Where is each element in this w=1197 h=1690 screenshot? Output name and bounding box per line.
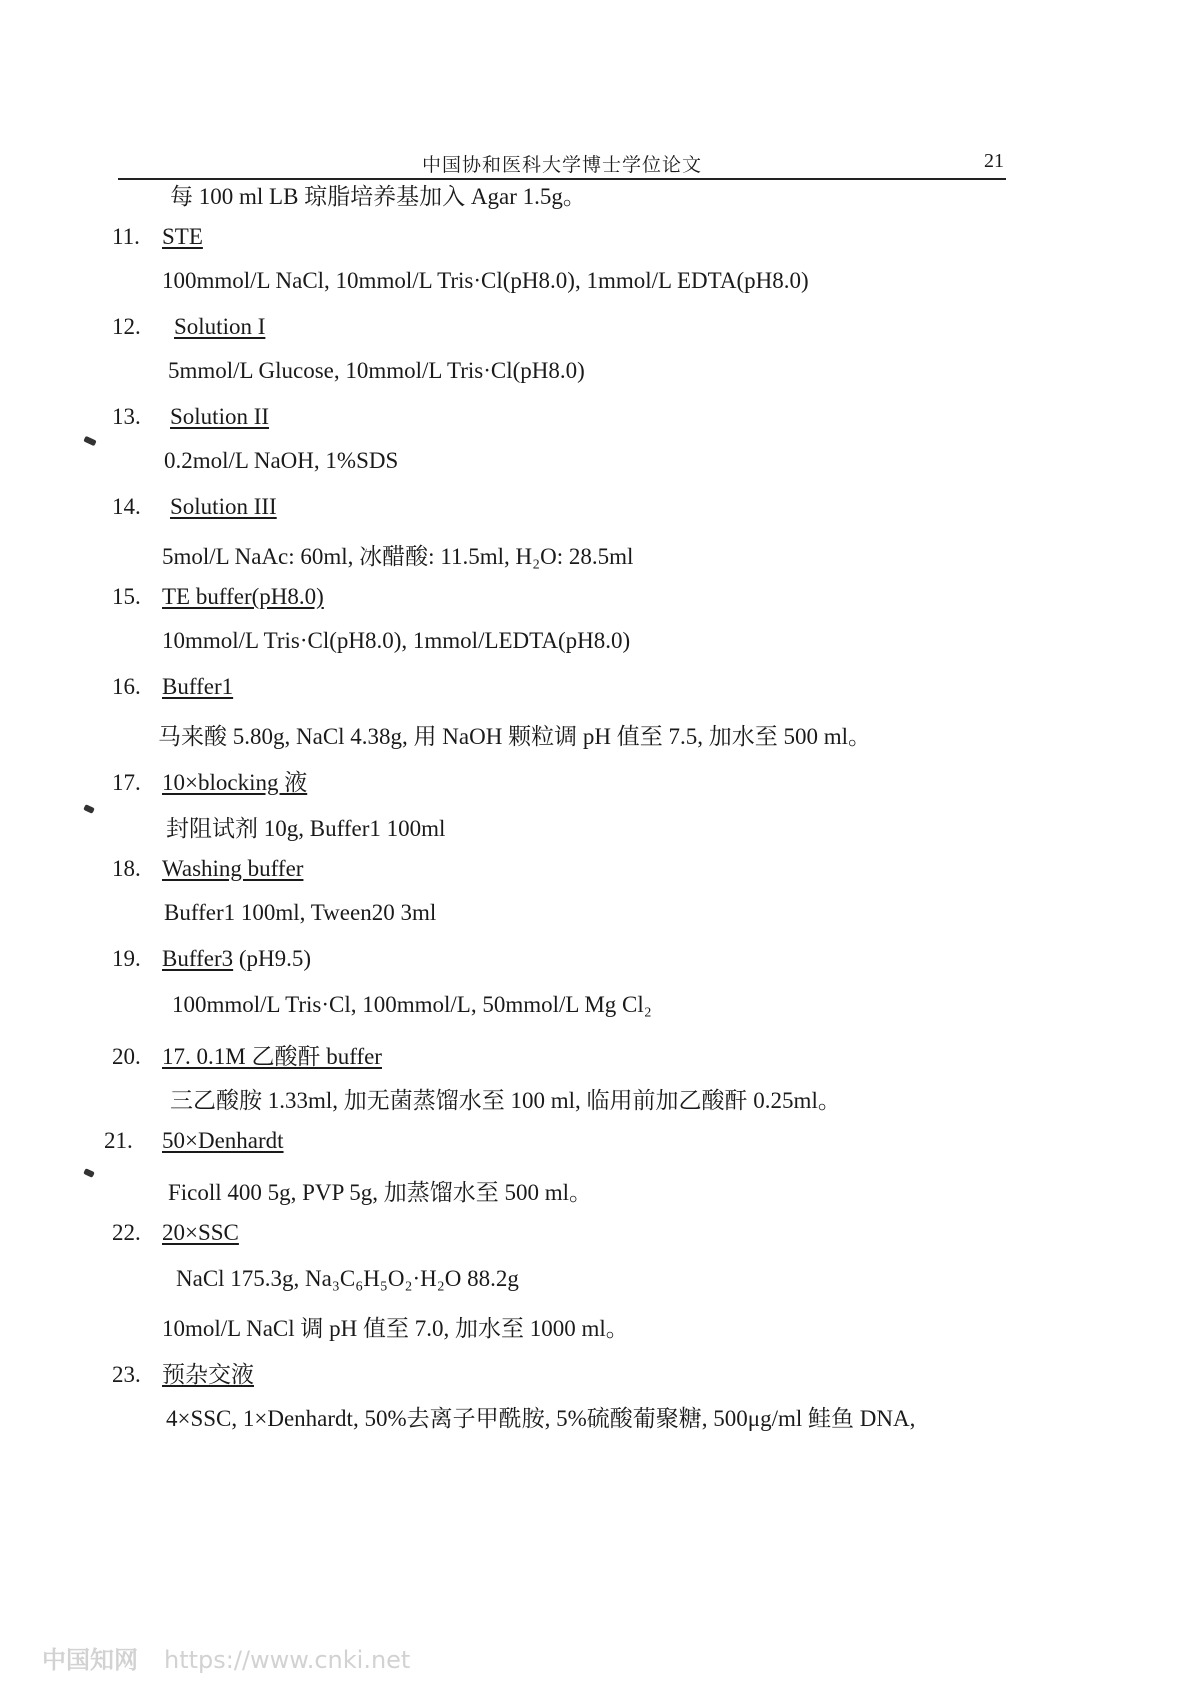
item-title: TE buffer(pH8.0) <box>162 584 324 609</box>
item-title: 20×SSC <box>162 1220 239 1245</box>
footer-watermark <box>42 1640 410 1675</box>
item-title-suffix: (pH9.5) <box>233 946 312 971</box>
item-title: 10×blocking 液 <box>162 770 308 795</box>
item-body: 4×SSC, 1×Denhardt, 50%去离子甲酰胺, 5%硫酸葡聚糖, 500μg/ml 鲑鱼 DNA, <box>166 1406 916 1431</box>
list-item-heading <box>112 224 203 250</box>
item-number: 22. <box>112 1220 141 1245</box>
item-title: Solution II <box>170 404 270 429</box>
scan-mark <box>83 436 96 447</box>
item-body: 马来酸 5.80g, NaCl 4.38g, 用 NaOH 颗粒调 pH 值至 7.5, 加水至 500 ml。 <box>158 724 871 749</box>
list-item-heading <box>112 1220 239 1246</box>
item-title: 50×Denhardt <box>162 1128 284 1153</box>
item-number: 18. <box>112 856 141 881</box>
list-item-heading <box>104 1128 284 1154</box>
footer-brand: 中国知网 <box>42 1646 138 1674</box>
item-title: 预杂交液 <box>162 1362 254 1387</box>
list-item-heading <box>112 584 324 610</box>
item-body: 三乙酸胺 1.33ml, 加无菌蒸馏水至 100 ml, 临用前加乙酸酐 0.25ml。 <box>170 1088 841 1113</box>
item-body: 5mmol/L Glucose, 10mmol/L Tris·Cl(pH8.0) <box>168 358 585 383</box>
item-number: 13. <box>112 404 141 429</box>
page-number: 21 <box>984 150 1004 172</box>
list-item-heading <box>112 1356 254 1389</box>
item-number: 23. <box>112 1362 141 1387</box>
item-body: 0.2mol/L NaOH, 1%SDS <box>164 448 399 473</box>
item-body: Buffer1 100ml, Tween20 3ml <box>164 900 437 925</box>
item-number: 11. <box>112 224 140 249</box>
item-number: 20. <box>112 1044 141 1069</box>
scan-mark <box>83 1168 95 1178</box>
continuation-text: 每 100 ml LB 琼脂培养基加入 Agar 1.5g。 <box>170 184 586 209</box>
item-title: STE <box>162 224 203 249</box>
list-item-heading <box>112 314 265 340</box>
list-item-heading <box>112 946 311 972</box>
list-item-heading <box>112 1038 382 1071</box>
list-item-heading <box>112 404 269 430</box>
item-number: 15. <box>112 584 141 609</box>
item-title: Solution I <box>174 314 266 339</box>
item-number: 17. <box>112 770 141 795</box>
item-body: 封阻试剂 10g, Buffer1 100ml <box>166 816 446 841</box>
item-number: 12. <box>112 314 141 339</box>
item-title: Buffer1 <box>162 674 234 699</box>
item-body: 10mmol/L Tris·Cl(pH8.0), 1mmol/LEDTA(pH8.0) <box>162 628 631 653</box>
item-body: 100mmol/L NaCl, 10mmol/L Tris·Cl(pH8.0), 1mmol/L EDTA(pH8.0) <box>162 268 809 293</box>
page-header <box>118 148 1006 180</box>
item-title: Washing buffer <box>162 856 304 881</box>
item-number: 19. <box>112 946 141 971</box>
footer-url: https://www.cnki.net <box>164 1646 411 1674</box>
item-body: NaCl 175.3g, Na₃C₆H₅O₂·H₂O 88.2g <box>176 1266 519 1291</box>
item-body: Ficoll 400 5g, PVP 5g, 加蒸馏水至 500 ml。 <box>168 1180 593 1205</box>
item-number: 16. <box>112 674 141 699</box>
list-item-heading <box>112 674 233 700</box>
item-body: 5mol/L NaAc: 60ml, 冰醋酸: 11.5ml, H₂O: 28.5ml <box>162 544 634 569</box>
scan-mark <box>83 804 95 814</box>
item-number: 14. <box>112 494 141 519</box>
item-title: Solution III <box>170 494 277 519</box>
item-body: 10mol/L NaCl 调 pH 值至 7.0, 加水至 1000 ml。 <box>162 1316 629 1341</box>
item-title: Buffer3 <box>162 946 234 971</box>
item-title: 17. 0.1M 乙酸酐 buffer <box>162 1044 382 1069</box>
list-item-heading <box>112 764 307 797</box>
header-title: 中国协和医科大学博士学位论文 <box>421 155 702 176</box>
item-body: 100mmol/L Tris·Cl, 100mmol/L, 50mmol/L Mg Cl₂ <box>172 992 652 1017</box>
list-item-heading <box>112 494 277 520</box>
list-item-heading <box>112 856 303 882</box>
item-number: 21. <box>104 1128 133 1153</box>
